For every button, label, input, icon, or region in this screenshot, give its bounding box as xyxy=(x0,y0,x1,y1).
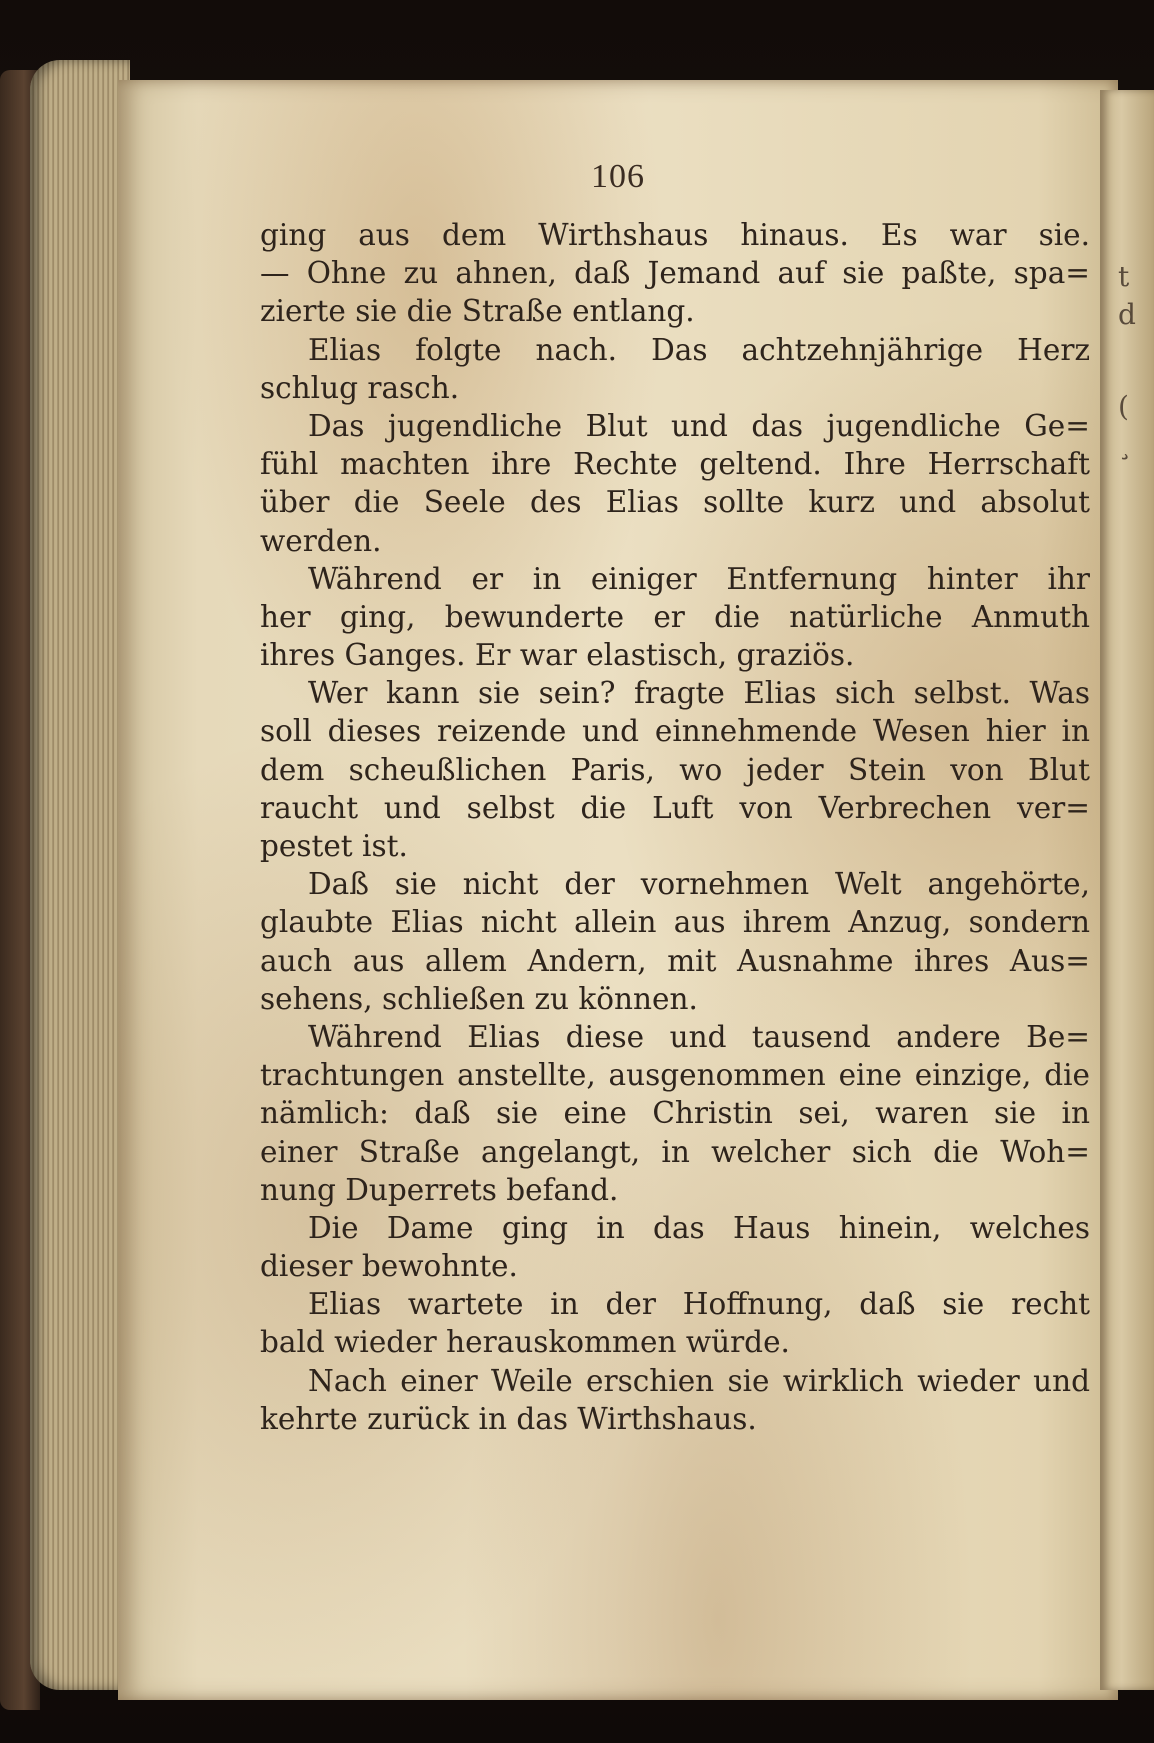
text-line: trachtungen anstellte, ausgenommen eine einzige, die xyxy=(260,1058,1090,1093)
text-line: Elias wartete in der Hoffnung, daß sie recht xyxy=(308,1287,1090,1322)
next-page-fragment: ¸ xyxy=(1118,428,1132,461)
text-line: kehrte zurück in das Wirthshaus. xyxy=(260,1401,757,1436)
text-line: her ging, bewunderte er die natürliche Anmuth xyxy=(260,599,1090,634)
text-line: dieser bewohnte. xyxy=(260,1249,518,1284)
text-line: bald wieder herauskommen würde. xyxy=(260,1325,790,1360)
text-line: Nach einer Weile erschien sie wirklich wieder und xyxy=(308,1363,1090,1398)
text-line: nämlich: daß sie eine Christin sei, waren sie in xyxy=(260,1096,1090,1131)
text-line: Während er in einiger Entfernung hinter ihr xyxy=(308,561,1090,596)
book-page xyxy=(118,80,1118,1700)
text-line: raucht und selbst die Luft von Verbrechen ver= xyxy=(260,790,1090,825)
text-line: sehens, schließen zu können. xyxy=(260,981,698,1016)
text-line: Das jugendliche Blut und das jugendliche Ge= xyxy=(308,408,1090,443)
next-page-fragment: ( xyxy=(1118,390,1129,423)
next-page-edge xyxy=(1100,90,1154,1690)
next-page-fragment: d xyxy=(1118,298,1136,331)
page-number: 106 xyxy=(591,158,645,195)
text-line: zierte sie die Straße entlang. xyxy=(260,294,695,329)
next-page-fragment: t xyxy=(1118,260,1130,293)
text-line: auch aus allem Andern, mit Ausnahme ihres Aus= xyxy=(260,943,1090,978)
text-line: dem scheußlichen Paris, wo jeder Stein von Blut xyxy=(260,752,1090,787)
text-line: Wer kann sie sein? fragte Elias sich selbst. Was xyxy=(308,676,1090,711)
page-text xyxy=(260,216,1090,1438)
text-line: Elias folgte nach. Das achtzehnjährige Herz xyxy=(308,332,1090,367)
text-line: nung Duperrets befand. xyxy=(260,1172,619,1207)
text-line: pestet ist. xyxy=(260,829,408,863)
text-line: einer Straße angelangt, in welcher sich die Woh= xyxy=(260,1134,1090,1169)
text-line: — Ohne zu ahnen, daß Jemand auf sie paßte, spa= xyxy=(260,256,1090,291)
text-line: fühl machten ihre Rechte geltend. Ihre Herrschaft xyxy=(260,447,1090,482)
text-line: ging aus dem Wirthshaus hinaus. Es war sie. xyxy=(260,218,1090,252)
text-line: Während Elias diese und tausend andere Be= xyxy=(308,1019,1090,1054)
text-line: schlug rasch. xyxy=(260,370,460,405)
text-line: ihres Ganges. Er war elastisch, graziös. xyxy=(260,638,855,673)
page-edges xyxy=(30,60,130,1690)
text-line: glaubte Elias nicht allein aus ihrem Anzug, sondern xyxy=(260,905,1090,940)
text-line: Die Dame ging in das Haus hinein, welches xyxy=(308,1210,1090,1245)
text-line: werden. xyxy=(260,523,382,558)
text-line: über die Seele des Elias sollte kurz und absolut xyxy=(260,485,1090,520)
text-line: Daß sie nicht der vornehmen Welt angehörte, xyxy=(308,867,1090,902)
text-line: soll dieses reizende und einnehmende Wesen hier in xyxy=(260,714,1090,749)
